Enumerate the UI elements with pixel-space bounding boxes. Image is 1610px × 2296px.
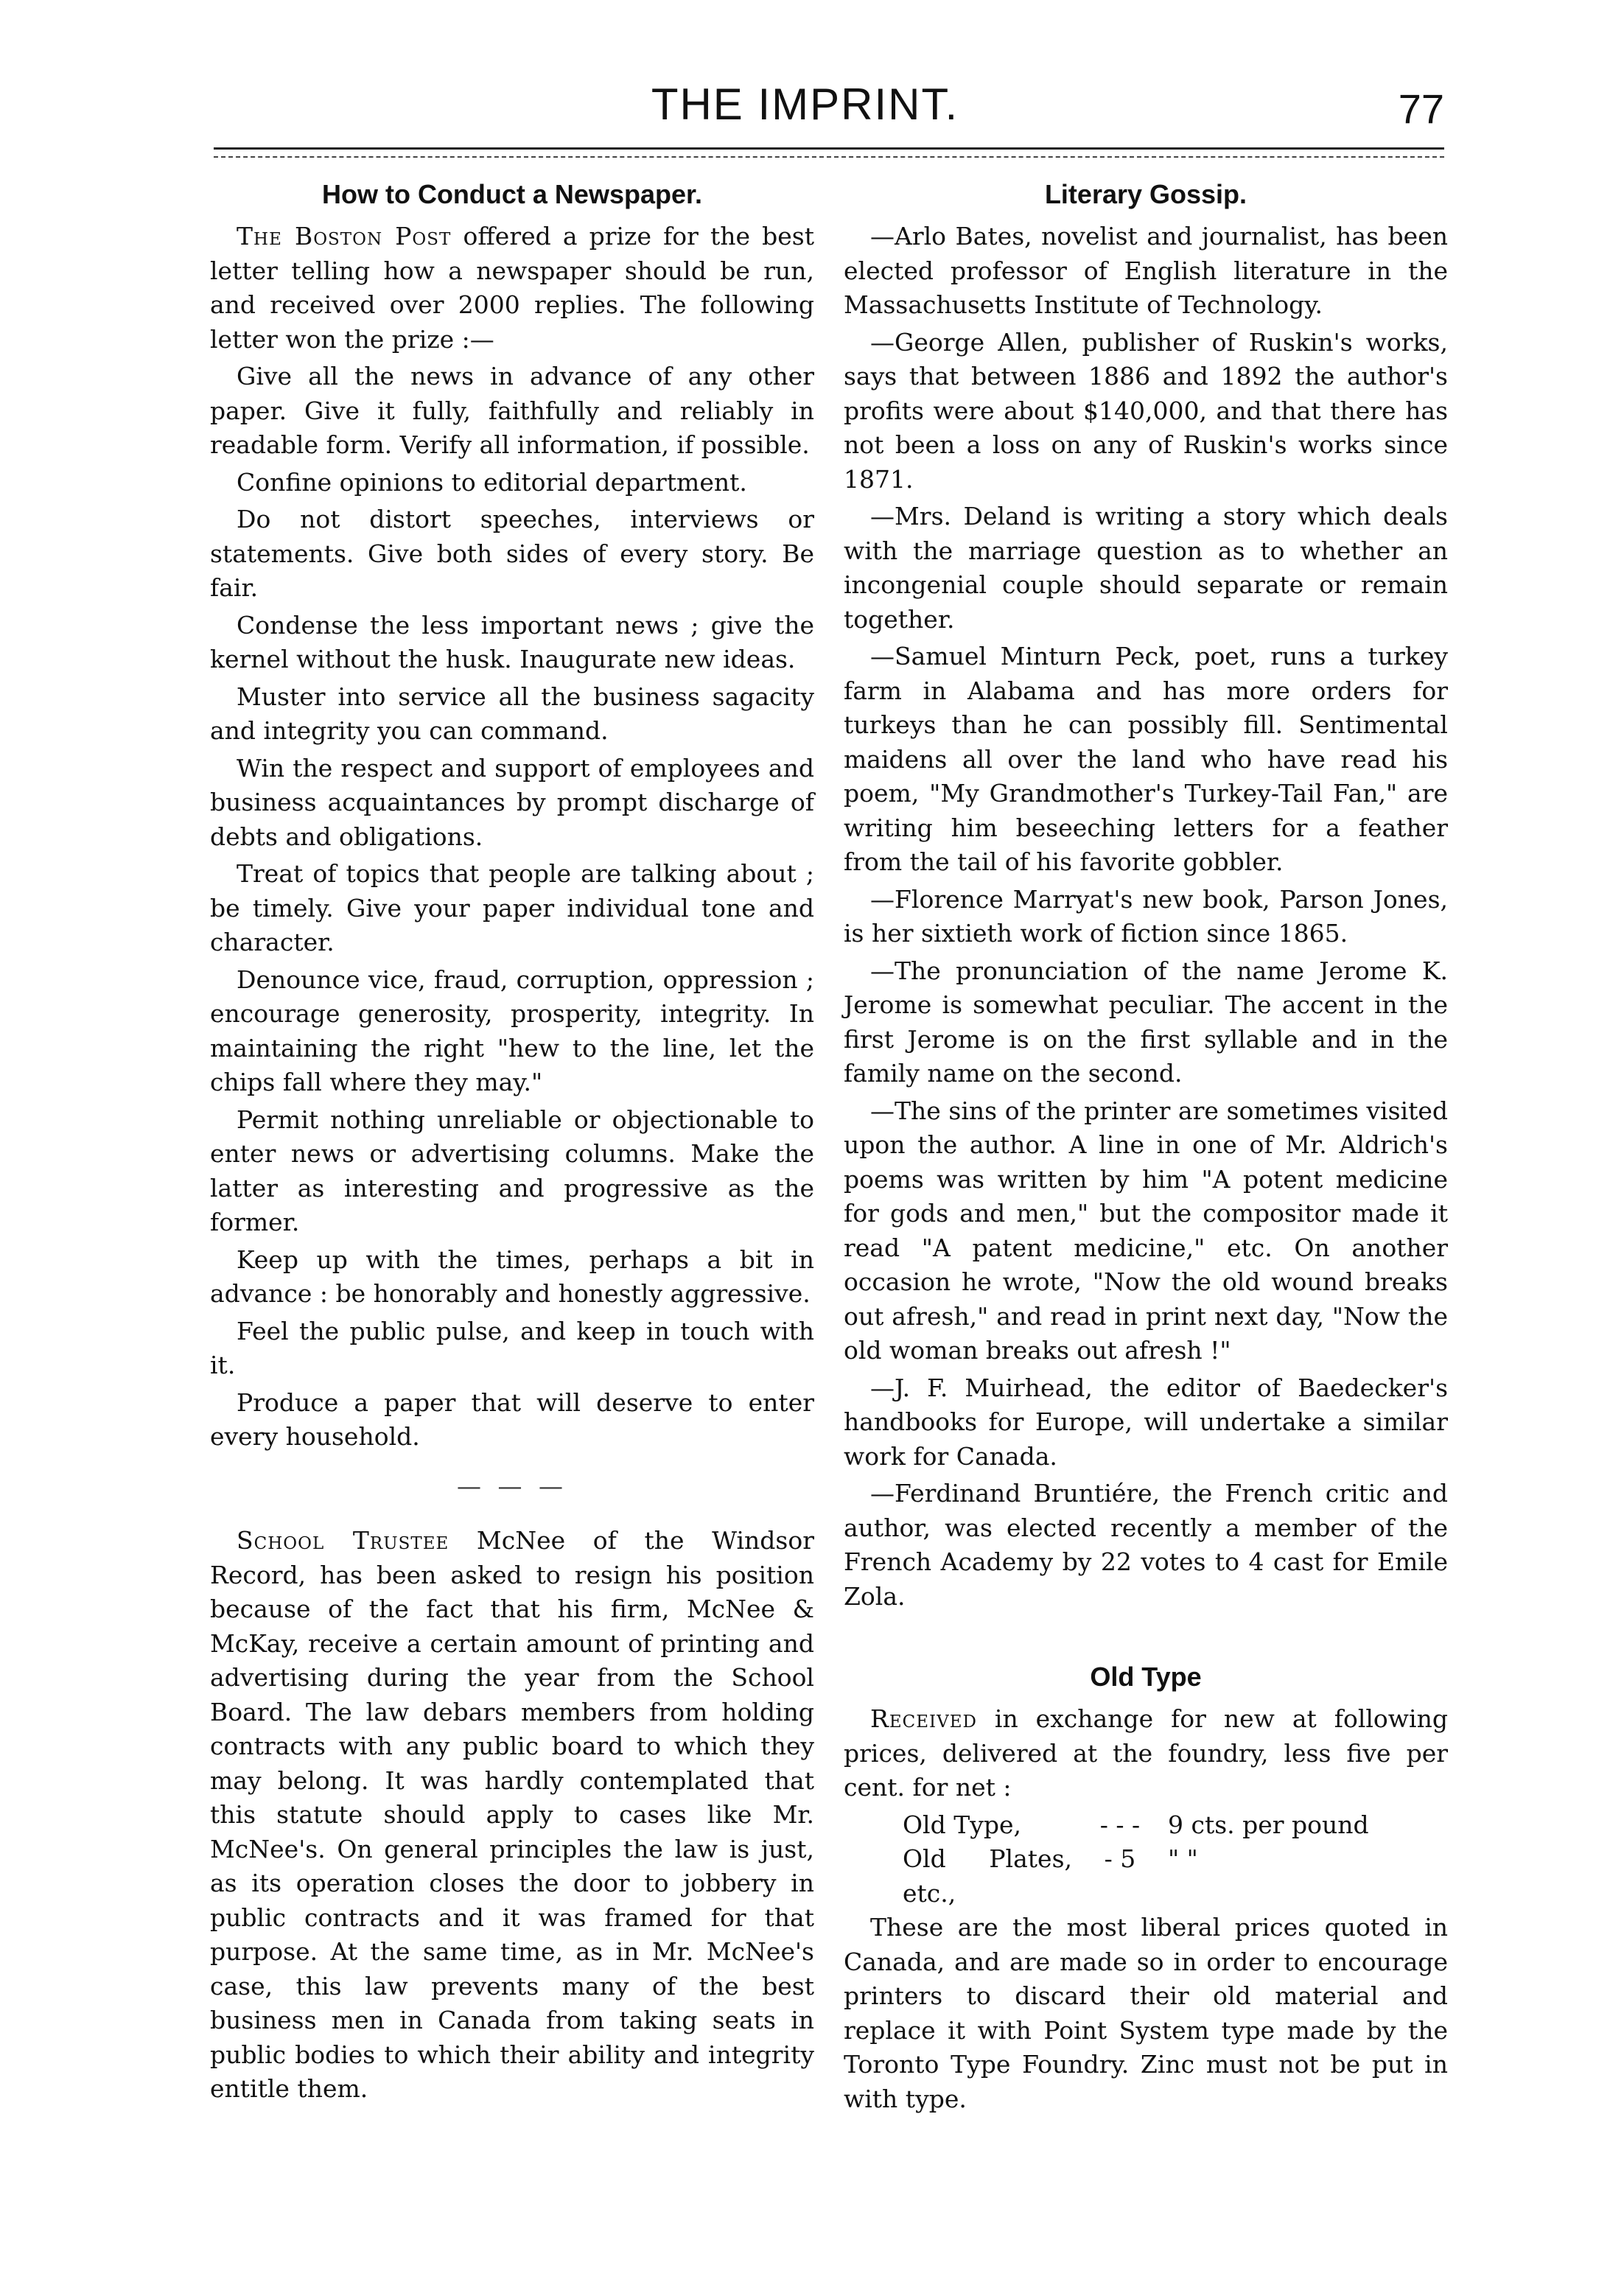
trustee-lead: School Trustee <box>237 1526 449 1555</box>
spacer <box>844 1617 1448 1659</box>
paragraph: Win the respect and support of employees and business acquaintances by prompt discharge of debts and obligations. <box>210 753 814 851</box>
paragraph: Permit nothing unreliable or objectionable to enter news or advertising columns. Make the latter as interesting and progressive as the former. <box>210 1105 814 1236</box>
intro-text: offered a prize for the best letter telling how a newspaper should be run, and received over 2000 replies. The following letter won the prize :— <box>210 222 814 354</box>
gossip-item: —George Allen, publisher of Ruskin's works, says that between 1886 and 1892 the author's profits were about $140,000, and that there has not been a loss on any of Ruskin's works since 1871. <box>844 327 1448 494</box>
old-type-intro-text: in exchange for new at following prices, delivered at the foundry, less five per cent. for net : <box>844 1704 1448 1802</box>
article-heading-old-type: Old Type <box>1090 1662 1202 1692</box>
old-type-closing: These are the most liberal prices quoted in Canada, and are made so in order to encourage printers to discard their old material and replace it with Point System type made by the Toronto Type Foundry. Zinc must not be put in with type. <box>844 1913 1448 2113</box>
right-column <box>844 177 1448 2119</box>
paragraph: Muster into service all the business sagacity and integrity you can command. <box>210 682 814 745</box>
gossip-item: —The pronunciation of the name Jerome K. Jerome is somewhat peculiar. The accent in the first Jerome is on the first syllable and in the family name on the second. <box>844 956 1448 1088</box>
article-heading-newspaper: How to Conduct a Newspaper. <box>321 179 703 209</box>
section-separator: — — — <box>457 1471 567 1500</box>
paragraph: Treat of topics that people are talking about ; be timely. Give your paper individual tone and character. <box>210 859 814 956</box>
left-column <box>210 177 814 2110</box>
gossip-item: —The sins of the printer are sometimes visited upon the author. A line in one of Mr. Aldrich's poems was written by him "A potent medicine for gods and men," but the compositor made it read "A patent medicine," etc. On another occasion he wrote, "Now the old wound breaks out afresh," and read in print next day, "Now the old woman breaks out afresh !" <box>844 1096 1448 1365</box>
intro-paragraph <box>210 220 814 357</box>
page-title: THE IMPRINT. <box>651 80 959 129</box>
price-value: 9 cts. per pound <box>1168 1810 1369 1839</box>
gossip-item: —Ferdinand Bruntiére, the French critic and author, was elected recently a member of the French Academy by 22 votes to 4 cast for Emile Zola. <box>844 1479 1448 1611</box>
price-dash: - 5 <box>1104 1844 1136 1873</box>
price-dash: - - - <box>1099 1810 1141 1839</box>
price-item: Old Type, <box>903 1810 1022 1839</box>
article-heading-gossip: Literary Gossip. <box>1044 179 1247 209</box>
paragraph: Do not distort speeches, interviews or statements. Give both sides of every story. Be fair. <box>210 505 814 602</box>
paragraph: Confine opinions to editorial department. <box>237 467 747 497</box>
gossip-item: —Samuel Minturn Peck, poet, runs a turkey farm in Alabama and has more orders for turkeys than he can possibly fill. Sentimental maidens all over the land who have read his poem, "My Grandmother's Turkey-Tail Fan," are writing him beseeching letters for a feather from the tail of his favorite gobbler. <box>844 642 1448 876</box>
trustee-text: McNee of the Windsor Record, has been asked to resign his position because of the fact that his firm, McNee & McKay, receive a certain amount of printing and advertising during the year from the School Board. The law debars members from holding contracts with any public board to which they may belong. It was hardly contemplated that this statute should apply to cases like Mr. McNee's. On general principles the law is just, as its operation closes the door to jobbery in public contracts and it was framed for that purpose. At the same time, as in Mr. McNee's case, this law prevents many of the best business men in Canada from taking seats in public bodies to which their ability and integrity entitle them. <box>210 1526 814 2103</box>
price-value: " " <box>1168 1844 1198 1873</box>
paragraph: Condense the less important news ; give the kernel without the husk. Inaugurate new ideas. <box>210 610 814 673</box>
intro-lead: The Boston Post <box>237 222 452 251</box>
gossip-item: —Florence Marryat's new book, Parson Jones, is her sixtieth work of fiction since 1865. <box>844 884 1448 948</box>
gossip-item: —Mrs. Deland is writing a story which deals with the marriage question as to whether an incongenial couple should separate or remain together. <box>844 502 1448 634</box>
page-number: 77 <box>1398 85 1444 132</box>
gossip-item: —Arlo Bates, novelist and journalist, has been elected professor of English literature in the Massachusetts Institute of Technology. <box>844 222 1448 319</box>
price-item: Old Plates, etc., <box>903 1844 1072 1908</box>
price-row <box>844 1842 1448 1911</box>
gossip-item: —J. F. Muirhead, the editor of Baedecker's handbooks for Europe, will undertake a similar work for Canada. <box>844 1373 1448 1471</box>
paragraph: Denounce vice, fraud, corruption, oppression ; encourage generosity, prosperity, integrity. In maintaining the right "hew to the line, let the chips fall where they may." <box>210 965 814 1096</box>
price-row <box>844 1808 1448 1843</box>
header-rule-dashed <box>214 156 1444 158</box>
trustee-paragraph <box>210 1524 814 2107</box>
paragraph: Keep up with the times, perhaps a bit in advance : be honorably and honestly aggressive. <box>210 1245 814 1308</box>
paragraph: Give all the news in advance of any other paper. Give it fully, faithfully and reliably in readable form. Verify all information, if possible. <box>210 362 814 459</box>
paragraph: Feel the public pulse, and keep in touch with it. <box>210 1316 814 1379</box>
header-rule <box>214 147 1444 150</box>
paragraph: Produce a paper that will deserve to enter every household. <box>210 1387 814 1451</box>
old-type-lead: Received <box>870 1704 977 1733</box>
old-type-intro <box>844 1702 1448 1805</box>
